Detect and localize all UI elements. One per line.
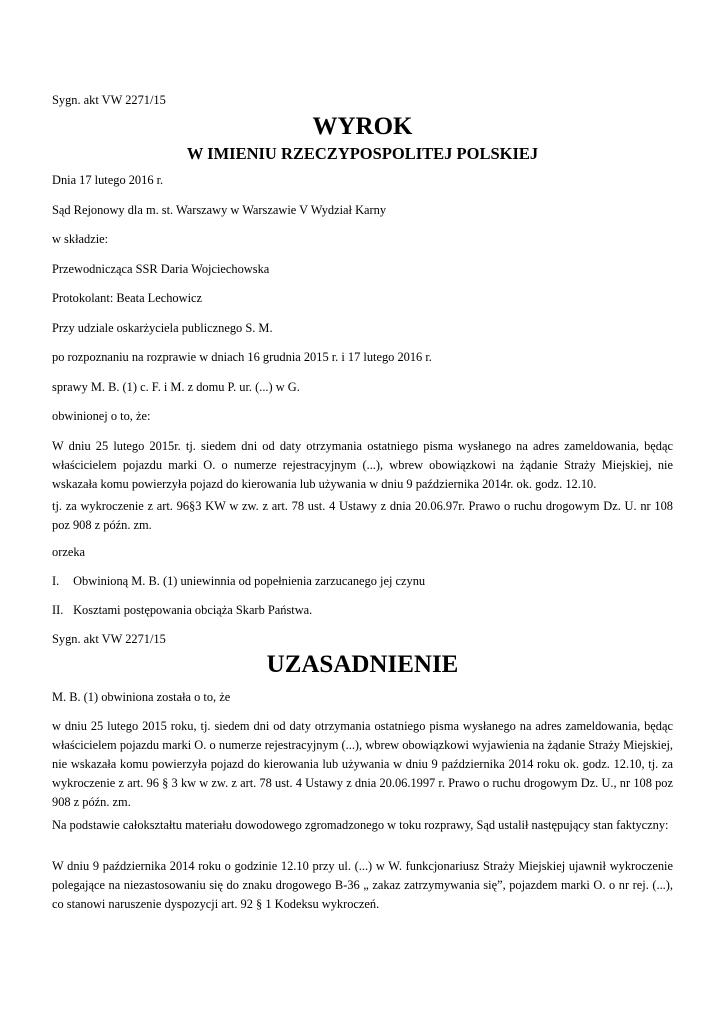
hearing-dates: po rozpoznaniu na rozprawie w dniach 16 grudnia 2015 r. i 17 lutego 2016 r. [52, 350, 432, 364]
justification-facts: W dniu 9 października 2014 roku o godzinie 12.10 przy ul. (...) w W. funkcjonariusz Straży Miejskiej ujawnił wykroczenie polegające na niezastosowaniu się do znaku drogowego B-36 „ zakaz zatrzymywania się”, pojazdem marki O. o nr rej. (...), co stanowi naruszenie dyspozycji art. 92 § 1 Kodeksu wykroczeń. [52, 859, 673, 911]
judgment-date: Dnia 17 lutego 2016 r. [52, 173, 164, 187]
court-name: Sąd Rejonowy dla m. st. Warszawy w Warszawie V Wydział Karny [52, 203, 387, 217]
judgment-item-number: II. [52, 603, 64, 617]
case-signature-top: Sygn. akt VW 2271/15 [52, 93, 166, 107]
justification-basis: Na podstawie całokształtu materiału dowodowego zgromadzonego w toku rozprawy, Sąd ustalił następujący stan faktyczny: [52, 818, 669, 832]
case-signature-bottom: Sygn. akt VW 2271/15 [52, 632, 166, 646]
judgment-subtitle: W IMIENIU RZECZYPOSPOLITEJ POLSKIEJ [186, 144, 539, 163]
judgment-item [52, 601, 312, 620]
justification-title: UZASADNIENIE [266, 651, 459, 678]
justification-charge: w dniu 25 lutego 2015 roku, tj. siedem dni od daty otrzymania ostatniego pisma wysłanego na adres zameldowania, będąc właścicielem pojazdu marki O. o numerze rejestracyjnym (...), wbrew obowiązkowi wyjawienia na żądanie Straży Miejskiej, nie wskazała komu powierzyła pojazd do kierowania lub używania w dniu 9 października 2014 roku ok. godz. 12.10, tj. za wykroczenie z art. 96 § 3 kw w zw. z art. 78 ust. 4 Ustawy z dnia 20.06.1997 r. Prawo o ruchu drogowym Dz. U., nr 108 poz 908 z późn. zm. [52, 719, 673, 809]
judgment-item [52, 572, 425, 591]
prosecutor: Przy udziale oskarżyciela publicznego S. M. [52, 321, 273, 335]
judgment-item-number: I. [52, 574, 60, 588]
rules-label: orzeka [52, 545, 86, 559]
charge-paragraph: W dniu 25 lutego 2015r. tj. siedem dni od daty otrzymania ostatniego pisma wysłanego na adres zameldowania, będąc właścicielem pojazdu marki O. o numerze rejestracyjnym (...), wbrew obowiązkowi na żądanie Straży Miejskiej, nie wskazała komu powierzyła pojazd do kierowania lub używania w dniu 9 października 2014r. ok. godz. 12.10. [52, 439, 673, 491]
judgment-item-text: Obwinioną M. B. (1) uniewinnia od popełnienia zarzucanego jej czynu [73, 574, 426, 588]
judgment-title: WYROK [312, 113, 413, 140]
justification-intro: M. B. (1) obwiniona została o to, że [52, 690, 231, 704]
accused-of-label: obwinionej o to, że: [52, 409, 151, 423]
presiding-judge: Przewodnicząca SSR Daria Wojciechowska [52, 262, 270, 276]
court-clerk: Protokolant: Beata Lechowicz [52, 291, 203, 305]
composition-label: w składzie: [52, 232, 109, 246]
judgment-item-text: Kosztami postępowania obciąża Skarb Państwa. [73, 603, 313, 617]
legal-basis-paragraph: tj. za wykroczenie z art. 96§3 KW w zw. z art. 78 ust. 4 Ustawy z dnia 20.06.97r. Prawo o ruchu drogowym Dz. U. nr 108 poz 908 z późn. zm. [52, 499, 673, 532]
case-parties: sprawy M. B. (1) c. F. i M. z domu P. ur. (...) w G. [52, 380, 300, 394]
